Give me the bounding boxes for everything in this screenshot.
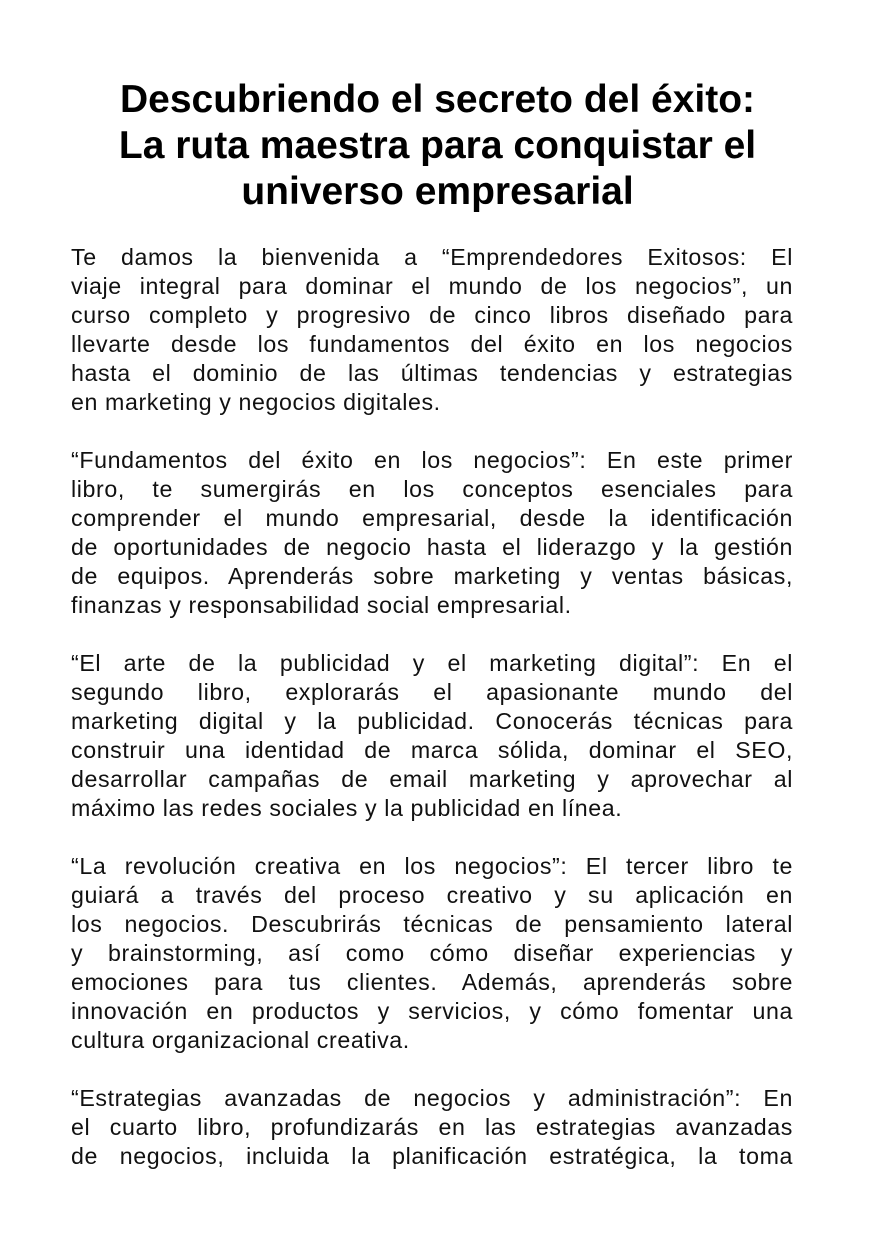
- text-line: los negocios. Descubrirás técnicas de pensamiento lateral: [71, 911, 793, 937]
- text-line: construir una identidad de marca sólida, dominar el SEO,: [71, 737, 793, 763]
- text-line: “Estrategias avanzadas de negocios y administración”: En: [71, 1085, 793, 1111]
- text-line: de equipos. Aprenderás sobre marketing y ventas básicas,: [71, 563, 793, 589]
- text-line: el cuarto libro, profundizarás en las estrategias avanzadas: [71, 1114, 793, 1140]
- text-line: de negocios, incluida la planificación estratégica, la toma: [71, 1143, 793, 1169]
- text-line: en marketing y negocios digitales.: [71, 389, 441, 415]
- text-line: y brainstorming, así como cómo diseñar experiencias y: [71, 940, 793, 966]
- title-line: La ruta maestra para conquistar el: [118, 124, 757, 167]
- text-line: viaje integral para dominar el mundo de los negocios”, un: [71, 273, 793, 299]
- intro-paragraph: [71, 243, 793, 417]
- book-1-paragraph: [71, 446, 793, 620]
- text-line: “La revolución creativa en los negocios”: El tercer libro te: [71, 853, 793, 879]
- text-line: finanzas y responsabilidad social empresarial.: [71, 592, 572, 618]
- text-line: guiará a través del proceso creativo y su aplicación en: [71, 882, 793, 908]
- document-title: [60, 77, 815, 215]
- book-3-paragraph: [71, 852, 793, 1055]
- text-line: comprender el mundo empresarial, desde la identificación: [71, 505, 793, 531]
- document-body: [71, 243, 793, 1200]
- text-line: marketing digital y la publicidad. Conocerás técnicas para: [71, 708, 793, 734]
- text-line: “Fundamentos del éxito en los negocios”: En este primer: [71, 447, 793, 473]
- book-2-paragraph: [71, 649, 793, 823]
- title-line: universo empresarial: [241, 170, 634, 213]
- title-line: Descubriendo el secreto del éxito:: [119, 78, 756, 121]
- book-4-paragraph: [71, 1084, 793, 1171]
- text-line: libro, te sumergirás en los conceptos esenciales para: [71, 476, 793, 502]
- text-line: desarrollar campañas de email marketing y aprovechar al: [71, 766, 793, 792]
- text-line: hasta el dominio de las últimas tendencias y estrategias: [71, 360, 793, 386]
- text-line: emociones para tus clientes. Además, aprenderás sobre: [71, 969, 793, 995]
- text-line: máximo las redes sociales y la publicidad en línea.: [71, 795, 623, 821]
- text-line: de oportunidades de negocio hasta el liderazgo y la gestión: [71, 534, 793, 560]
- text-line: cultura organizacional creativa.: [71, 1027, 410, 1053]
- text-line: curso completo y progresivo de cinco libros diseñado para: [71, 302, 793, 328]
- text-line: Te damos la bienvenida a “Emprendedores Exitosos: El: [71, 244, 793, 270]
- text-line: innovación en productos y servicios, y cómo fomentar una: [71, 998, 793, 1024]
- text-line: “El arte de la publicidad y el marketing digital”: En el: [71, 650, 793, 676]
- text-line: llevarte desde los fundamentos del éxito en los negocios: [71, 331, 793, 357]
- text-line: segundo libro, explorarás el apasionante mundo del: [71, 679, 793, 705]
